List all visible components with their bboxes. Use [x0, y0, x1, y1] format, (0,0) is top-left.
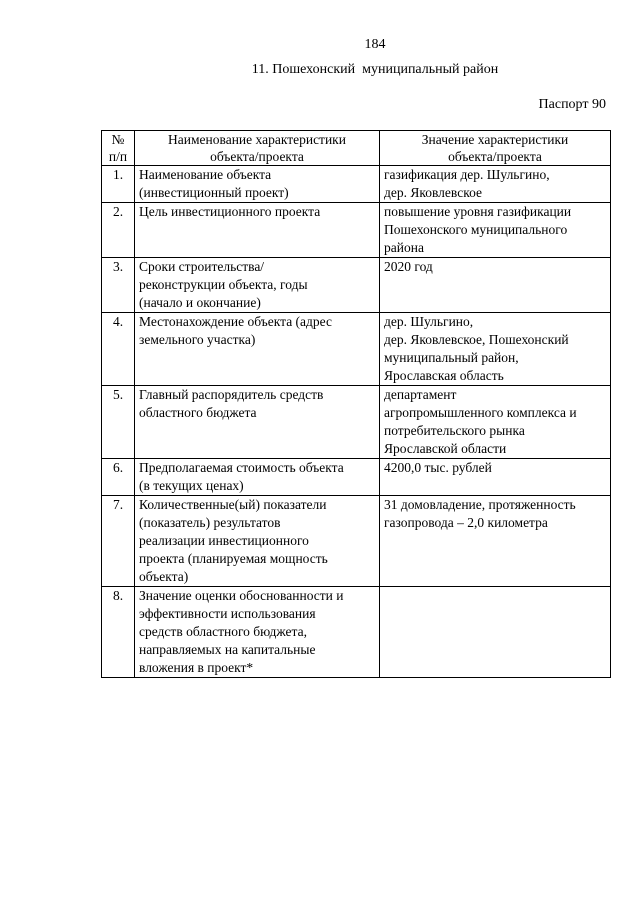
row-characteristic-value: 2020 год: [380, 258, 611, 313]
passport-label: Паспорт 90: [538, 97, 606, 112]
header-num: № п/п: [102, 131, 135, 166]
row-characteristic-value: повышение уровня газификации Пошехонского муниципального района: [380, 203, 611, 258]
row-characteristic-value: 4200,0 тыс. рублей: [380, 459, 611, 496]
row-characteristic-name: Сроки строительства/ реконструкции объекта, годы (начало и окончание): [135, 258, 380, 313]
row-number: 8.: [102, 587, 135, 678]
row-number: 1.: [102, 166, 135, 203]
passport-table: [101, 130, 611, 678]
table-row: [102, 166, 611, 203]
row-characteristic-name: Предполагаемая стоимость объекта (в текущих ценах): [135, 459, 380, 496]
row-characteristic-value: [380, 587, 611, 678]
row-characteristic-name: Значение оценки обоснованности и эффективности использования средств областного бюджета, направляемых на капитальные вложения в проект*: [135, 587, 380, 678]
header-name: Наименование характеристики объекта/проекта: [135, 131, 380, 166]
row-characteristic-name: Главный распорядитель средств областного бюджета: [135, 386, 380, 459]
district-title: 11. Пошехонский муниципальный район: [251, 62, 499, 77]
table-row: [102, 496, 611, 587]
table-header-row: [102, 131, 611, 166]
header-value: Значение характеристики объекта/проекта: [380, 131, 611, 166]
table-row: [102, 313, 611, 386]
row-characteristic-name: Местонахождение объекта (адрес земельного участка): [135, 313, 380, 386]
row-characteristic-value: дер. Шульгино, дер. Яковлевское, Пошехонский муниципальный район, Ярославская область: [380, 313, 611, 386]
table-row: [102, 459, 611, 496]
row-characteristic-value: газификация дер. Шульгино, дер. Яковлевское: [380, 166, 611, 203]
table-row: [102, 258, 611, 313]
row-number: 7.: [102, 496, 135, 587]
table-row: [102, 587, 611, 678]
table-row: [102, 203, 611, 258]
row-characteristic-value: 31 домовладение, протяженность газопровода – 2,0 километра: [380, 496, 611, 587]
row-number: 5.: [102, 386, 135, 459]
row-characteristic-name: Наименование объекта (инвестиционный проект): [135, 166, 380, 203]
page-number: 184: [364, 37, 386, 52]
table-row: [102, 386, 611, 459]
row-characteristic-value: департамент агропромышленного комплекса и потребительского рынка Ярославской области: [380, 386, 611, 459]
row-number: 2.: [102, 203, 135, 258]
row-characteristic-name: Цель инвестиционного проекта: [135, 203, 380, 258]
row-number: 3.: [102, 258, 135, 313]
row-number: 6.: [102, 459, 135, 496]
row-characteristic-name: Количественные(ый) показатели (показатель) результатов реализации инвестиционного проекта (планируемая мощность объекта): [135, 496, 380, 587]
row-number: 4.: [102, 313, 135, 386]
